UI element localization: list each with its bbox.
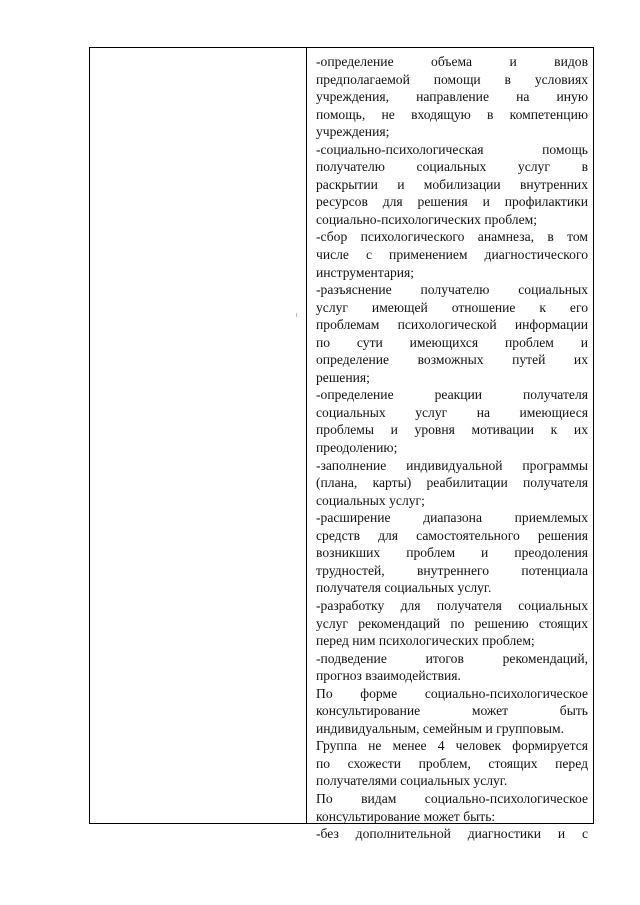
text-line: получателями социальных услуг. <box>316 773 508 789</box>
text-line: -подведение итогов рекомендаций, <box>316 650 588 666</box>
text-line: учреждения; <box>316 124 390 140</box>
text-line: консультирование может быть: <box>316 808 496 824</box>
table-cell-left <box>90 48 307 823</box>
text-line: социальных услуг; <box>316 492 425 508</box>
text-line: по схожести проблем, стоящих перед <box>316 755 588 771</box>
text-line: услуг рекомендаций по решению стоящих <box>316 615 588 631</box>
text-line: (плана, карты) реабилитации получателя <box>316 475 588 491</box>
text-line: получателя социальных услуг. <box>316 580 492 596</box>
text-line: преодолению; <box>316 440 398 456</box>
table <box>89 47 594 842</box>
scan-mark <box>296 313 297 317</box>
text-line: решения; <box>316 369 370 385</box>
text-line: Группа не менее 4 человек формируется <box>316 738 588 754</box>
text-line: трудностей, внутреннего потенциала <box>316 562 588 578</box>
text-line: социальных услуг на имеющиеся <box>316 404 588 420</box>
text-line: -определение объема и видов <box>316 54 588 69</box>
text-line: возникших проблем и преодоления <box>316 545 588 561</box>
text-line: -разработку для получателя социальных <box>316 597 588 613</box>
text-line: -разъяснение получателю социальных <box>316 282 588 298</box>
text-line: числе с применением диагностического <box>316 247 588 263</box>
text-line: средств для самостоятельного решения <box>316 527 588 543</box>
text-line: -определение реакции получателя <box>316 387 588 403</box>
text-line: -без дополнительной диагностики и с <box>316 826 588 842</box>
text-line: перед ним психологических проблем; <box>316 633 535 649</box>
text-line: проблемы и уровня мотивации к их <box>316 422 588 438</box>
text-line: прогноз взаимодействия. <box>316 668 461 684</box>
text-line: По видам социально-психологическое <box>316 790 588 806</box>
text-line: инструментария; <box>316 264 415 280</box>
table-cell-right <box>307 48 593 842</box>
text-line: -сбор психологического анамнеза, в том <box>316 229 588 245</box>
text-line: индивидуальным, семейным и групповым. <box>316 720 565 736</box>
text-line: консультирование может быть <box>316 703 588 719</box>
text-line: предполагаемой помощи в условиях <box>316 71 588 87</box>
text-line: определение возможных путей их <box>316 352 588 368</box>
text-line: -расширение диапазона приемлемых <box>316 510 588 526</box>
text-line: проблемам психологической информации <box>316 317 588 333</box>
text-line: учреждения, направление на иную <box>316 89 588 105</box>
text-line: По форме социально-психологическое <box>316 685 588 701</box>
text-line: -заполнение индивидуальной программы <box>316 457 588 473</box>
text-line: -социально-психологическая помощь <box>316 141 588 157</box>
text-line: помощь, не входящую в компетенцию <box>316 106 588 122</box>
text-line: услуг имеющей отношение к его <box>316 299 588 315</box>
text-line: по сути имеющихся проблем и <box>316 334 588 350</box>
text-line: социально-психологических проблем; <box>316 211 537 227</box>
text-line: раскрытии и мобилизации внутренних <box>316 176 588 192</box>
text-line: ресурсов для решения и профилактики <box>316 194 588 210</box>
text-line: получателю социальных услуг в <box>316 159 588 175</box>
